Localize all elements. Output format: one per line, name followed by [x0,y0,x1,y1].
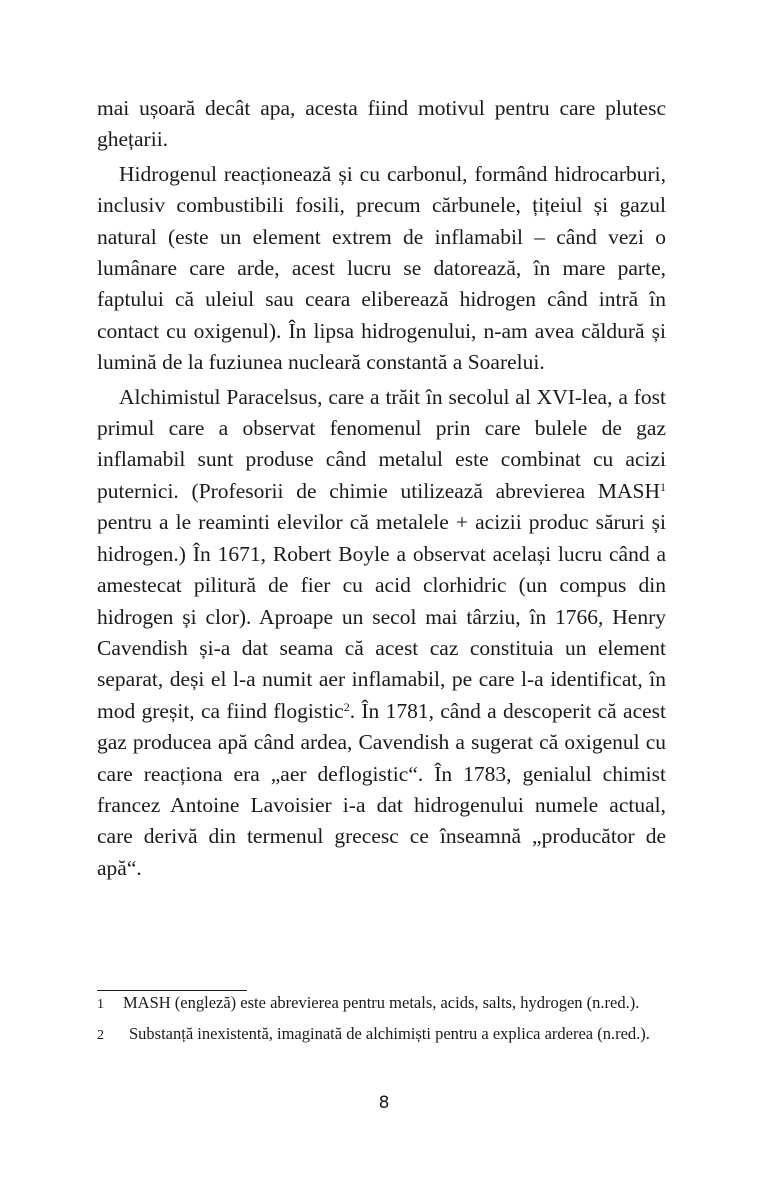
footnote-2-number: 2 [97,1028,104,1043]
page-number: 8 [378,1093,390,1113]
paragraph-1: mai ușoară decât apa, acesta fiind motivul pentru care plutesc ghețarii. [97,96,666,152]
footnote-1 [97,992,666,1016]
footnote-separator [97,990,247,991]
paragraph-3-part-1: Alchimistul Paracelsus, care a trăit în secolul al XVI-lea, a fost primul care a observat fenomenul prin care bulele de gaz inflamabil sunt produse când metalul este combinat cu acizi puternici. (Profesorii de chimie utilizează abrevierea MASH [97,384,666,503]
paragraph-3-part-3: . În 1781, când a descoperit că acest gaz producea apă când ardea, Cavendish a sugerat că oxigenul cu care reacționa era „aer deflogistic“. În 1783, genialul chimist francez Antoine Lavoisier i-a dat hidrogenului numele actual, care derivă din termenul grecesc ce înseamnă „producător de apă“. [97,698,666,880]
footnote-1-text: MASH (engleză) este abrevierea pentru metals, acids, salts, hydrogen (n.red.). [123,993,640,1012]
footnote-ref-1: 1 [660,479,666,494]
footnote-1-number: 1 [97,997,104,1012]
footnote-ref-2: 2 [343,699,350,714]
paragraph-3-part-2: pentru a le reaminti elevilor că metalele + acizii produc săruri și hidrogen.) În 1671, Robert Boyle a observat același lucru când a amestecat pilitură de fier cu acid clorhidric (un compus din hidrogen și clor). Aproape un secol mai târziu, în 1766, Henry Cavendish și-a dat seama că acest caz constituia un element separat, deși el l-a numit aer inflamabil, pe care l-a identificat, în mod greșit, ca fiind flogistic [97,510,666,723]
paragraph-3 [97,382,666,885]
footnotes [97,992,666,1054]
paragraph-2: Hidrogenul reacționează și cu carbonul, formând hidrocarburi, inclusiv combustibili fosili, precum cărbunele, țițeiul și gazul natural (este un element extrem de inflamabil – când vezi o lumânare care arde, acest lucru se datorează, în mare parte, faptului că uleiul sau ceara eliberează hidrogen când intră în contact cu oxigenul). În lipsa hidrogenului, n-am avea căldură și lumină de la fuziunea nucleară constantă a Soarelui. [97,161,666,375]
footnote-2-text: Substanță inexistentă, imaginată de alchimiști pentru a explica arderea (n.red.). [129,1024,650,1043]
body-text [97,93,666,884]
footnote-2 [97,1023,666,1047]
